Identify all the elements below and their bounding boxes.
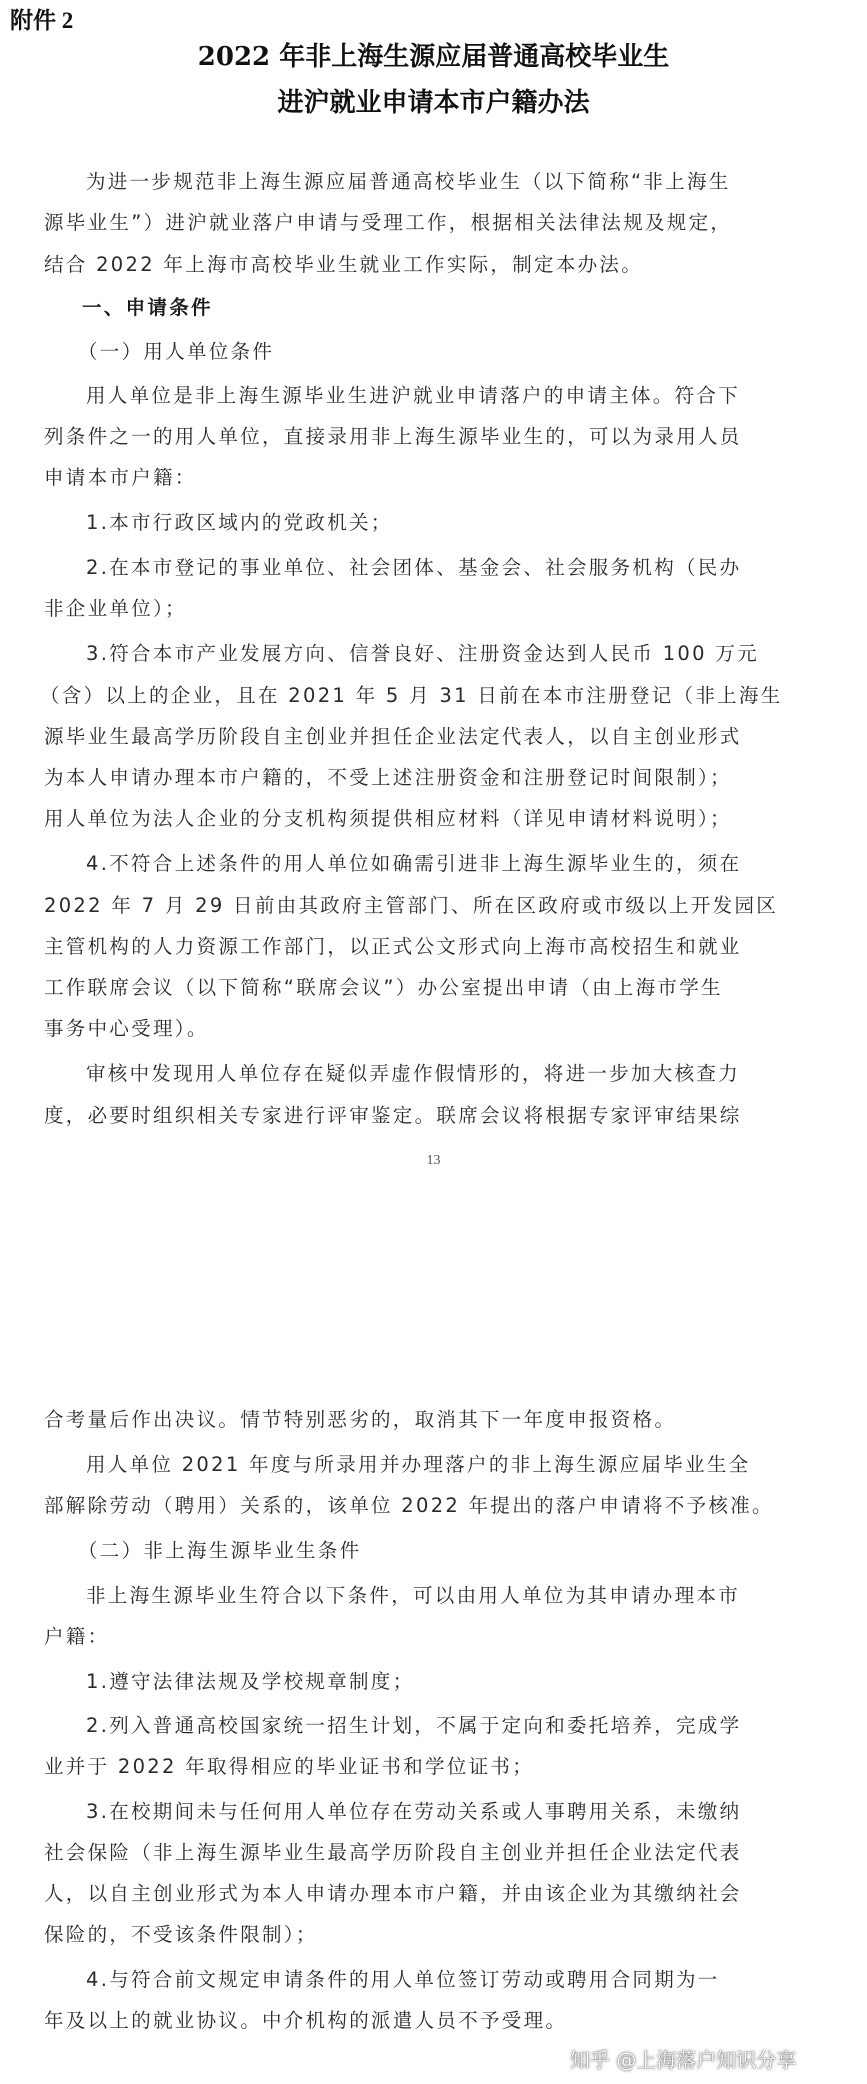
attachment-label: 附件 2 xyxy=(10,8,74,33)
paragraph-line: 为本人申请办理本市户籍的，不受上述注册资金和注册登记时间限制）； xyxy=(44,766,732,789)
paragraph-line: 用人单位是非上海生源毕业生进沪就业申请落户的申请主体。符合下 xyxy=(86,384,741,407)
paragraph-line: 人，以自主创业形式为本人申请办理本市户籍，并由该企业为其缴纳社会 xyxy=(44,1882,742,1905)
document-title-line-2: 进沪就业申请本市户籍办法 xyxy=(277,88,590,118)
list-item: 3.在校期间未与任何用人单位存在劳动关系或人事聘用关系，未缴纳 xyxy=(86,1800,742,1823)
list-item: 2.列入普通高校国家统一招生计划，不属于定向和委托培养，完成学 xyxy=(86,1714,742,1737)
paragraph-line: 部解除劳动（聘用）关系的，该单位 2022 年提出的落户申请将不予核准。 xyxy=(44,1494,774,1517)
list-item: 1.遵守法律法规及学校规章制度； xyxy=(86,1670,415,1693)
paragraph-line: 非上海生源毕业生符合以下条件，可以由用人单位为其申请办理本市 xyxy=(86,1584,741,1607)
paragraph-line: 年及以上的就业协议。中介机构的派遣人员不予受理。 xyxy=(44,2009,568,2032)
paragraph-line: 源毕业生”）进沪就业落户申请与受理工作，根据相关法律法规及规定， xyxy=(44,211,733,234)
paragraph-line: 列条件之一的用人单位，直接录用非上海生源毕业生的，可以为录用人员 xyxy=(44,425,742,448)
subsection-heading: （二）非上海生源毕业生条件 xyxy=(78,1539,362,1562)
watermark xyxy=(570,2040,796,2076)
paragraph-line: 工作联席会议（以下简称“联席会议”）办公室提出申请（由上海市学生 xyxy=(44,976,723,999)
paragraph-line: 非企业单位）； xyxy=(44,597,187,620)
paragraph-line: 源毕业生最高学历阶段自主创业并担任企业法定代表人，以自主创业形式 xyxy=(44,725,742,748)
list-item: 1.本市行政区域内的党政机关； xyxy=(86,511,393,534)
page-number: 13 xyxy=(426,1153,441,1168)
document-title-line-1: 2022 年非上海生源应届普通高校毕业生 xyxy=(197,42,670,72)
paragraph-line: 事务中心受理）。 xyxy=(44,1017,209,1040)
section-heading: 一、申请条件 xyxy=(82,296,213,319)
list-item: 2.在本市登记的事业单位、社会团体、基金会、社会服务机构（民办 xyxy=(86,556,742,579)
paragraph-line: 度，必要时组织相关专家进行评审鉴定。联席会议将根据专家评审结果综 xyxy=(44,1104,742,1127)
paragraph-line: 申请本市户籍： xyxy=(44,466,197,489)
list-item: 4.不符合上述条件的用人单位如确需引进非上海生源毕业生的，须在 xyxy=(86,852,742,875)
paragraph-line: （含）以上的企业，且在 2021 年 5 月 31 日前在本市注册登记（非上海生 xyxy=(40,684,783,707)
paragraph-line: 户籍： xyxy=(44,1625,110,1648)
watermark-text: 知乎 @上海落户知识分享 xyxy=(570,2047,797,2072)
paragraph-line: 结合 2022 年上海市高校毕业生就业工作实际，制定本办法。 xyxy=(44,253,644,276)
list-item: 3.符合本市产业发展方向、信誉良好、注册资金达到人民币 100 万元 xyxy=(86,642,759,665)
paragraph-line: 保险的，不受该条件限制）； xyxy=(44,1923,318,1946)
paragraph-line: 用人单位 2021 年度与所录用并办理落户的非上海生源应届毕业生全 xyxy=(86,1453,751,1476)
paragraph-line: 主管机构的人力资源工作部门，以正式公文形式向上海市高校招生和就业 xyxy=(44,935,742,958)
paragraph-line: 为进一步规范非上海生源应届普通高校毕业生（以下简称“非上海生 xyxy=(86,170,731,193)
subsection-heading: （一）用人单位条件 xyxy=(78,340,275,363)
paragraph-line: 2022 年 7 月 29 日前由其政府主管部门、所在区政府或市级以上开发园区 xyxy=(44,894,779,917)
paragraph-line: 用人单位为法人企业的分支机构须提供相应材料（详见申请材料说明）； xyxy=(44,807,732,830)
paragraph-line: 合考量后作出决议。情节特别恶劣的，取消其下一年度申报资格。 xyxy=(44,1408,677,1431)
list-item: 4.与符合前文规定申请条件的用人单位签订劳动或聘用合同期为一 xyxy=(86,1968,720,1991)
paragraph-line: 审核中发现用人单位存在疑似弄虚作假情形的，将进一步加大核查力 xyxy=(86,1062,741,1085)
paragraph-line: 业并于 2022 年取得相应的毕业证书和学位证书； xyxy=(44,1755,535,1778)
paragraph-line: 社会保险（非上海生源毕业生最高学历阶段自主创业并担任企业法定代表 xyxy=(44,1841,742,1864)
